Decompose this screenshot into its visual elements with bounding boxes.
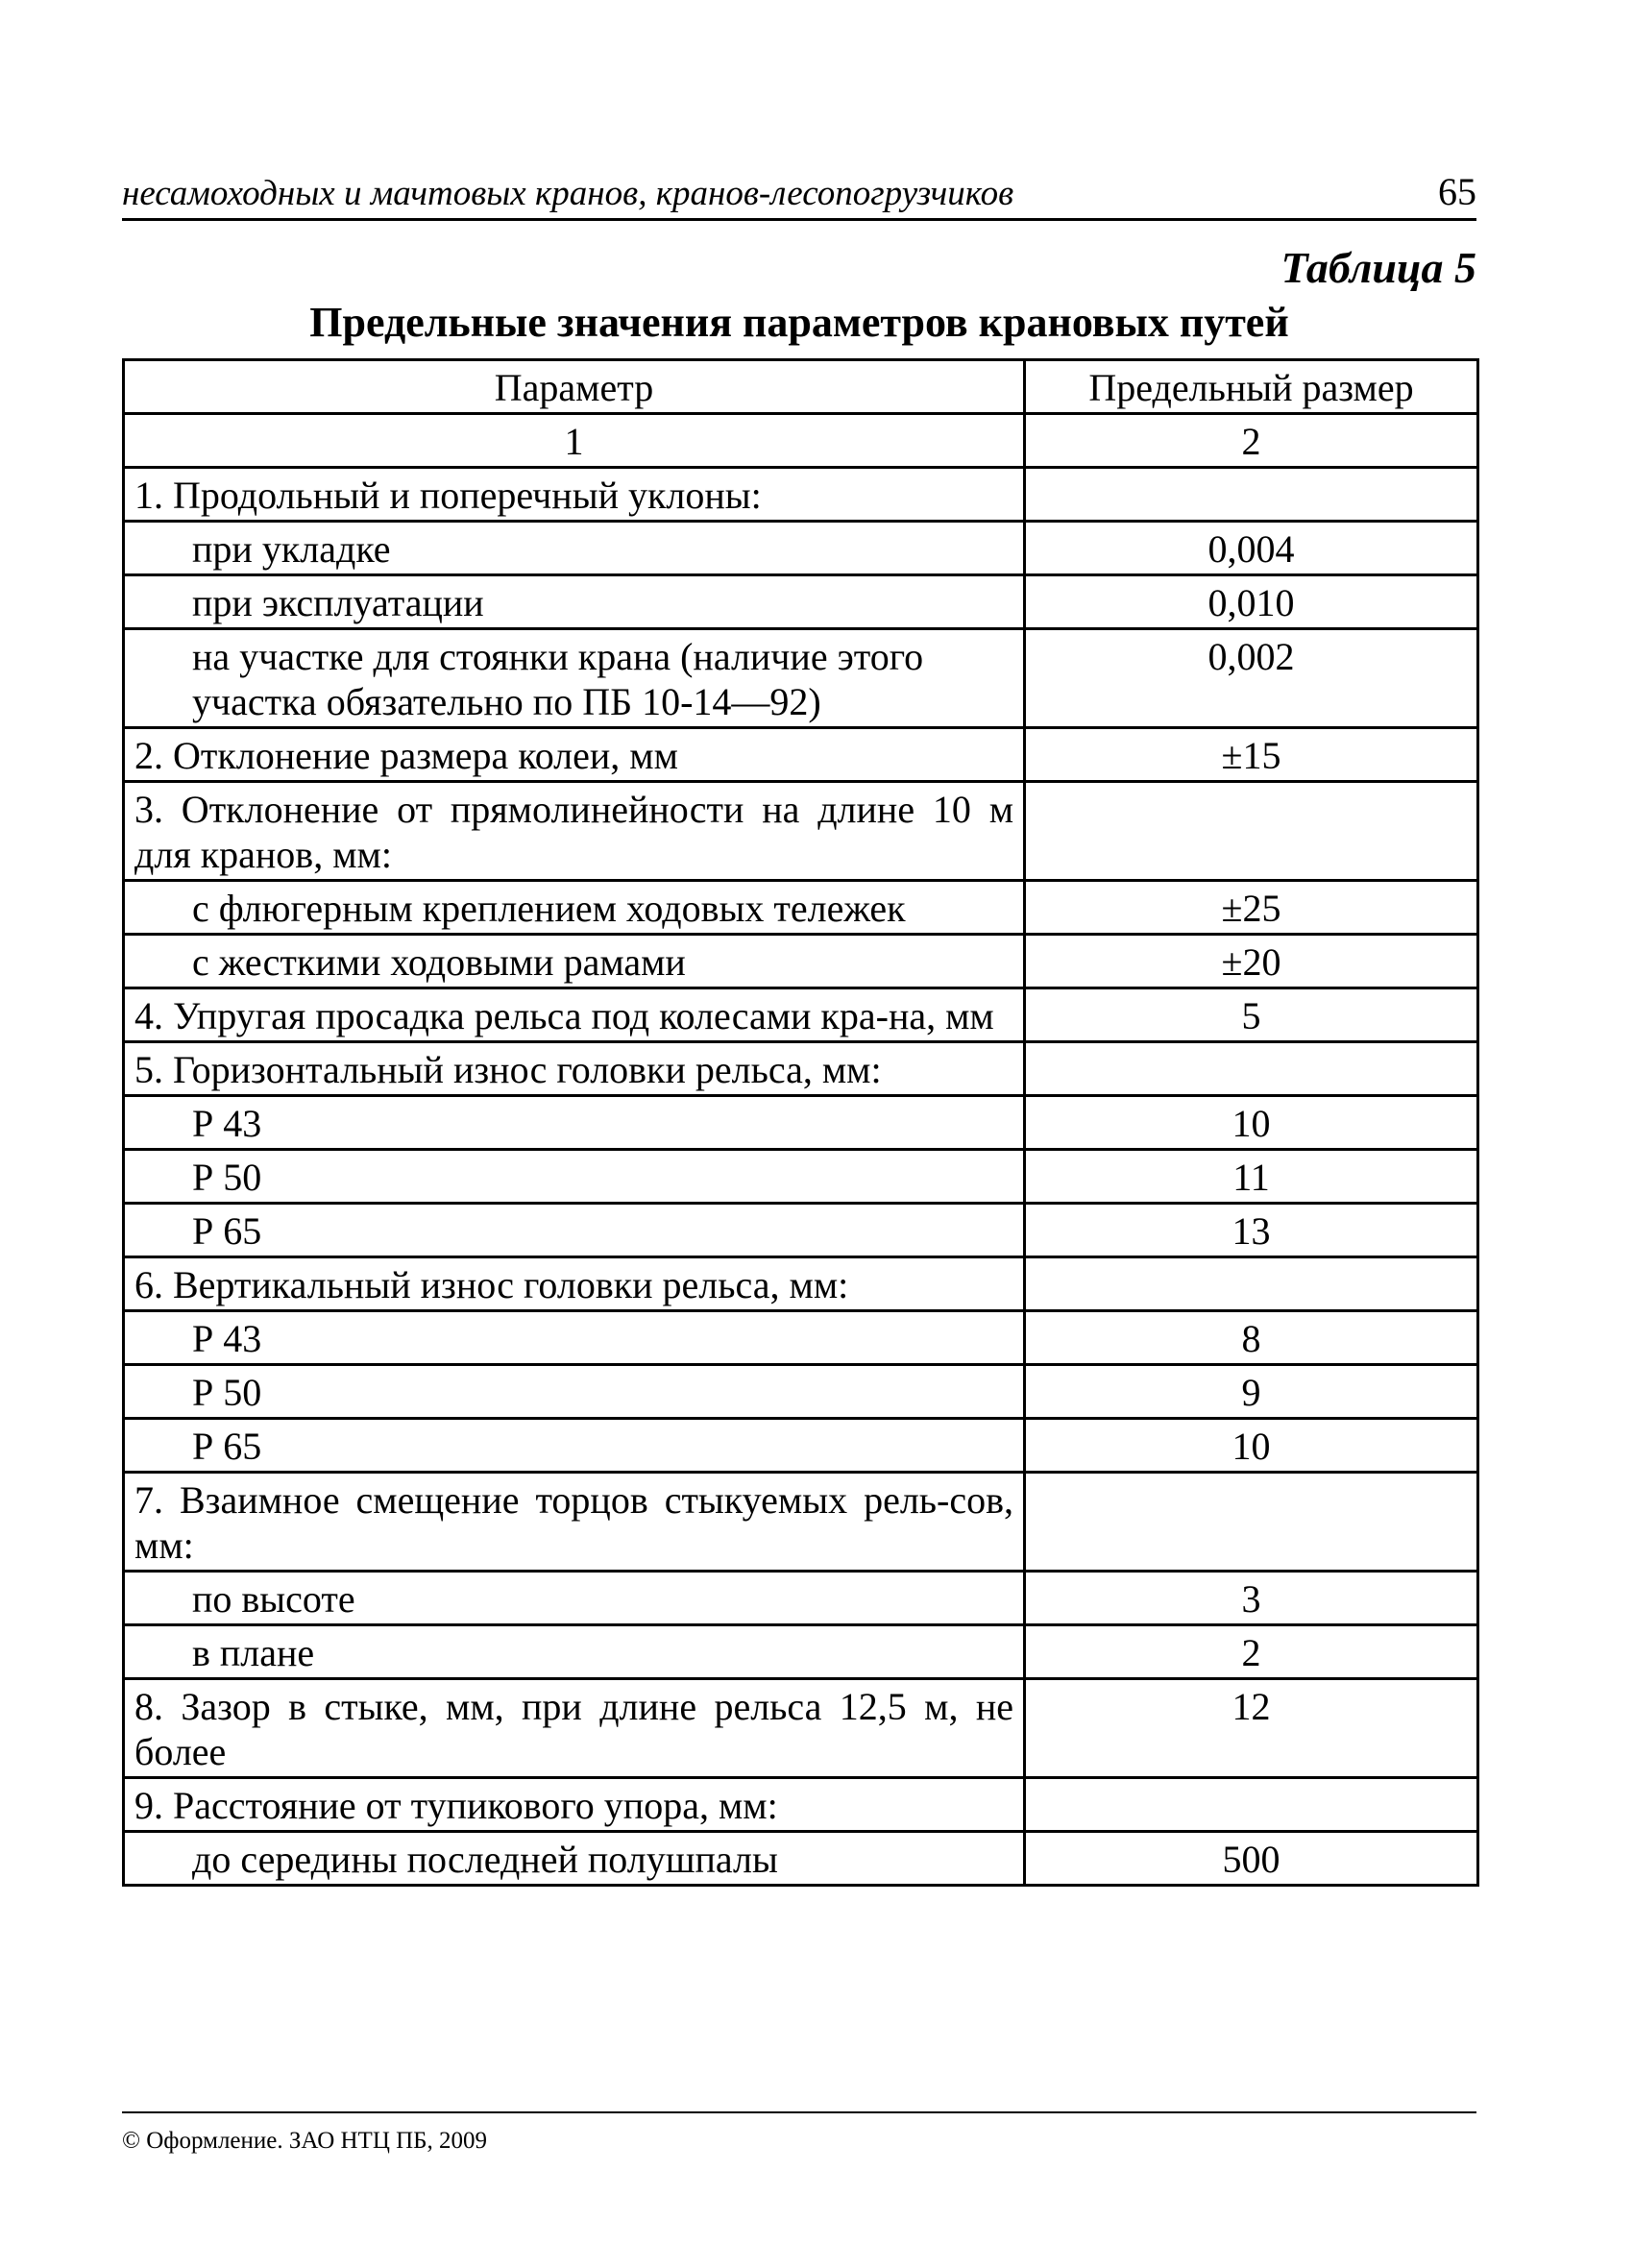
table-row (124, 1204, 1478, 1257)
parameter-cell: 6. Вертикальный износ головки рельса, мм: (124, 1257, 1025, 1311)
table-title: Предельные значения параметров крановых путей (309, 299, 1289, 346)
table-row (124, 782, 1478, 881)
table-row (124, 881, 1478, 935)
parameter-cell: 9. Расстояние от тупикового упора, мм: (124, 1778, 1025, 1832)
parameter-cell: Р 65 (124, 1419, 1025, 1473)
footer-rule (122, 2111, 1476, 2113)
running-head (122, 167, 1476, 221)
parameter-cell: 3. Отклонение от прямолинейности на длине 10 м для кранов, мм: (124, 782, 1025, 881)
table-row (124, 935, 1478, 988)
limit-value-cell: 12 (1025, 1679, 1478, 1778)
table-row (124, 1473, 1478, 1572)
parameter-cell: 7. Взаимное смещение торцов стыкуемых рель-сов, мм: (124, 1473, 1025, 1572)
parameter-cell: Р 65 (124, 1204, 1025, 1257)
limit-value-cell: 0,002 (1025, 629, 1478, 728)
table-row (124, 1572, 1478, 1625)
limit-value-cell: 3 (1025, 1572, 1478, 1625)
table-row (124, 1150, 1478, 1204)
limit-value-cell (1025, 1257, 1478, 1311)
limit-value-cell: ±20 (1025, 935, 1478, 988)
parameter-cell: по высоте (124, 1572, 1025, 1625)
parameter-cell: Р 50 (124, 1365, 1025, 1419)
table-body (124, 468, 1478, 1886)
table-row (124, 1832, 1478, 1886)
table-row (124, 1311, 1478, 1365)
table-row (124, 468, 1478, 522)
parameter-cell: Р 43 (124, 1311, 1025, 1365)
column-number-row (124, 414, 1478, 468)
table-row (124, 1257, 1478, 1311)
limits-table (122, 358, 1479, 1887)
limit-value-cell: 500 (1025, 1832, 1478, 1886)
header-parameter: Параметр (124, 360, 1025, 414)
limit-value-cell: 9 (1025, 1365, 1478, 1419)
limit-value-cell: 0,010 (1025, 575, 1478, 629)
column-number-2: 2 (1025, 414, 1478, 468)
table-row (124, 988, 1478, 1042)
limit-value-cell (1025, 782, 1478, 881)
limit-value-cell (1025, 1473, 1478, 1572)
limit-value-cell: 11 (1025, 1150, 1478, 1204)
parameter-cell: в плане (124, 1625, 1025, 1679)
header-limit-value: Предельный размер (1025, 360, 1478, 414)
table-row (124, 728, 1478, 782)
limit-value-cell: ±15 (1025, 728, 1478, 782)
table-row (124, 575, 1478, 629)
running-head-title: несамоходных и мачтовых кранов, кранов-лесопогрузчиков (122, 174, 1014, 213)
parameter-cell: Р 43 (124, 1096, 1025, 1150)
limit-value-cell (1025, 1042, 1478, 1096)
parameter-cell: 5. Горизонтальный износ головки рельса, мм: (124, 1042, 1025, 1096)
parameter-cell: 4. Упругая просадка рельса под колесами кра-на, мм (124, 988, 1025, 1042)
limit-value-cell: 10 (1025, 1096, 1478, 1150)
table-header-row (124, 360, 1478, 414)
copyright-footer: © Оформление. ЗАО НТЦ ПБ, 2009 (122, 2128, 488, 2154)
limit-value-cell (1025, 1778, 1478, 1832)
limit-value-cell (1025, 468, 1478, 522)
limit-value-cell: 10 (1025, 1419, 1478, 1473)
table-row (124, 522, 1478, 575)
table-row (124, 1778, 1478, 1832)
table-label: Таблица 5 (1280, 243, 1476, 292)
parameter-cell: Р 50 (124, 1150, 1025, 1204)
parameter-cell: при укладке (124, 522, 1025, 575)
page-number: 65 (1438, 170, 1476, 213)
parameter-cell: с жесткими ходовыми рамами (124, 935, 1025, 988)
parameter-cell: 8. Зазор в стыке, мм, при длине рельса 12,5 м, не более (124, 1679, 1025, 1778)
limit-value-cell: ±25 (1025, 881, 1478, 935)
table-row (124, 1365, 1478, 1419)
parameter-cell: 1. Продольный и поперечный уклоны: (124, 468, 1025, 522)
table-row (124, 1679, 1478, 1778)
table-row (124, 1419, 1478, 1473)
table-row (124, 629, 1478, 728)
limit-value-cell: 8 (1025, 1311, 1478, 1365)
limit-value-cell: 5 (1025, 988, 1478, 1042)
column-number-1: 1 (124, 414, 1025, 468)
parameter-cell: 2. Отклонение размера колеи, мм (124, 728, 1025, 782)
parameter-cell: на участке для стоянки крана (наличие этого участка обязательно по ПБ 10-14—92) (124, 629, 1025, 728)
table-row (124, 1042, 1478, 1096)
table-row (124, 1096, 1478, 1150)
parameter-cell: с флюгерным креплением ходовых тележек (124, 881, 1025, 935)
parameter-cell: до середины последней полушпалы (124, 1832, 1025, 1886)
limit-value-cell: 2 (1025, 1625, 1478, 1679)
table-row (124, 1625, 1478, 1679)
limit-value-cell: 13 (1025, 1204, 1478, 1257)
limit-value-cell: 0,004 (1025, 522, 1478, 575)
parameter-cell: при эксплуатации (124, 575, 1025, 629)
